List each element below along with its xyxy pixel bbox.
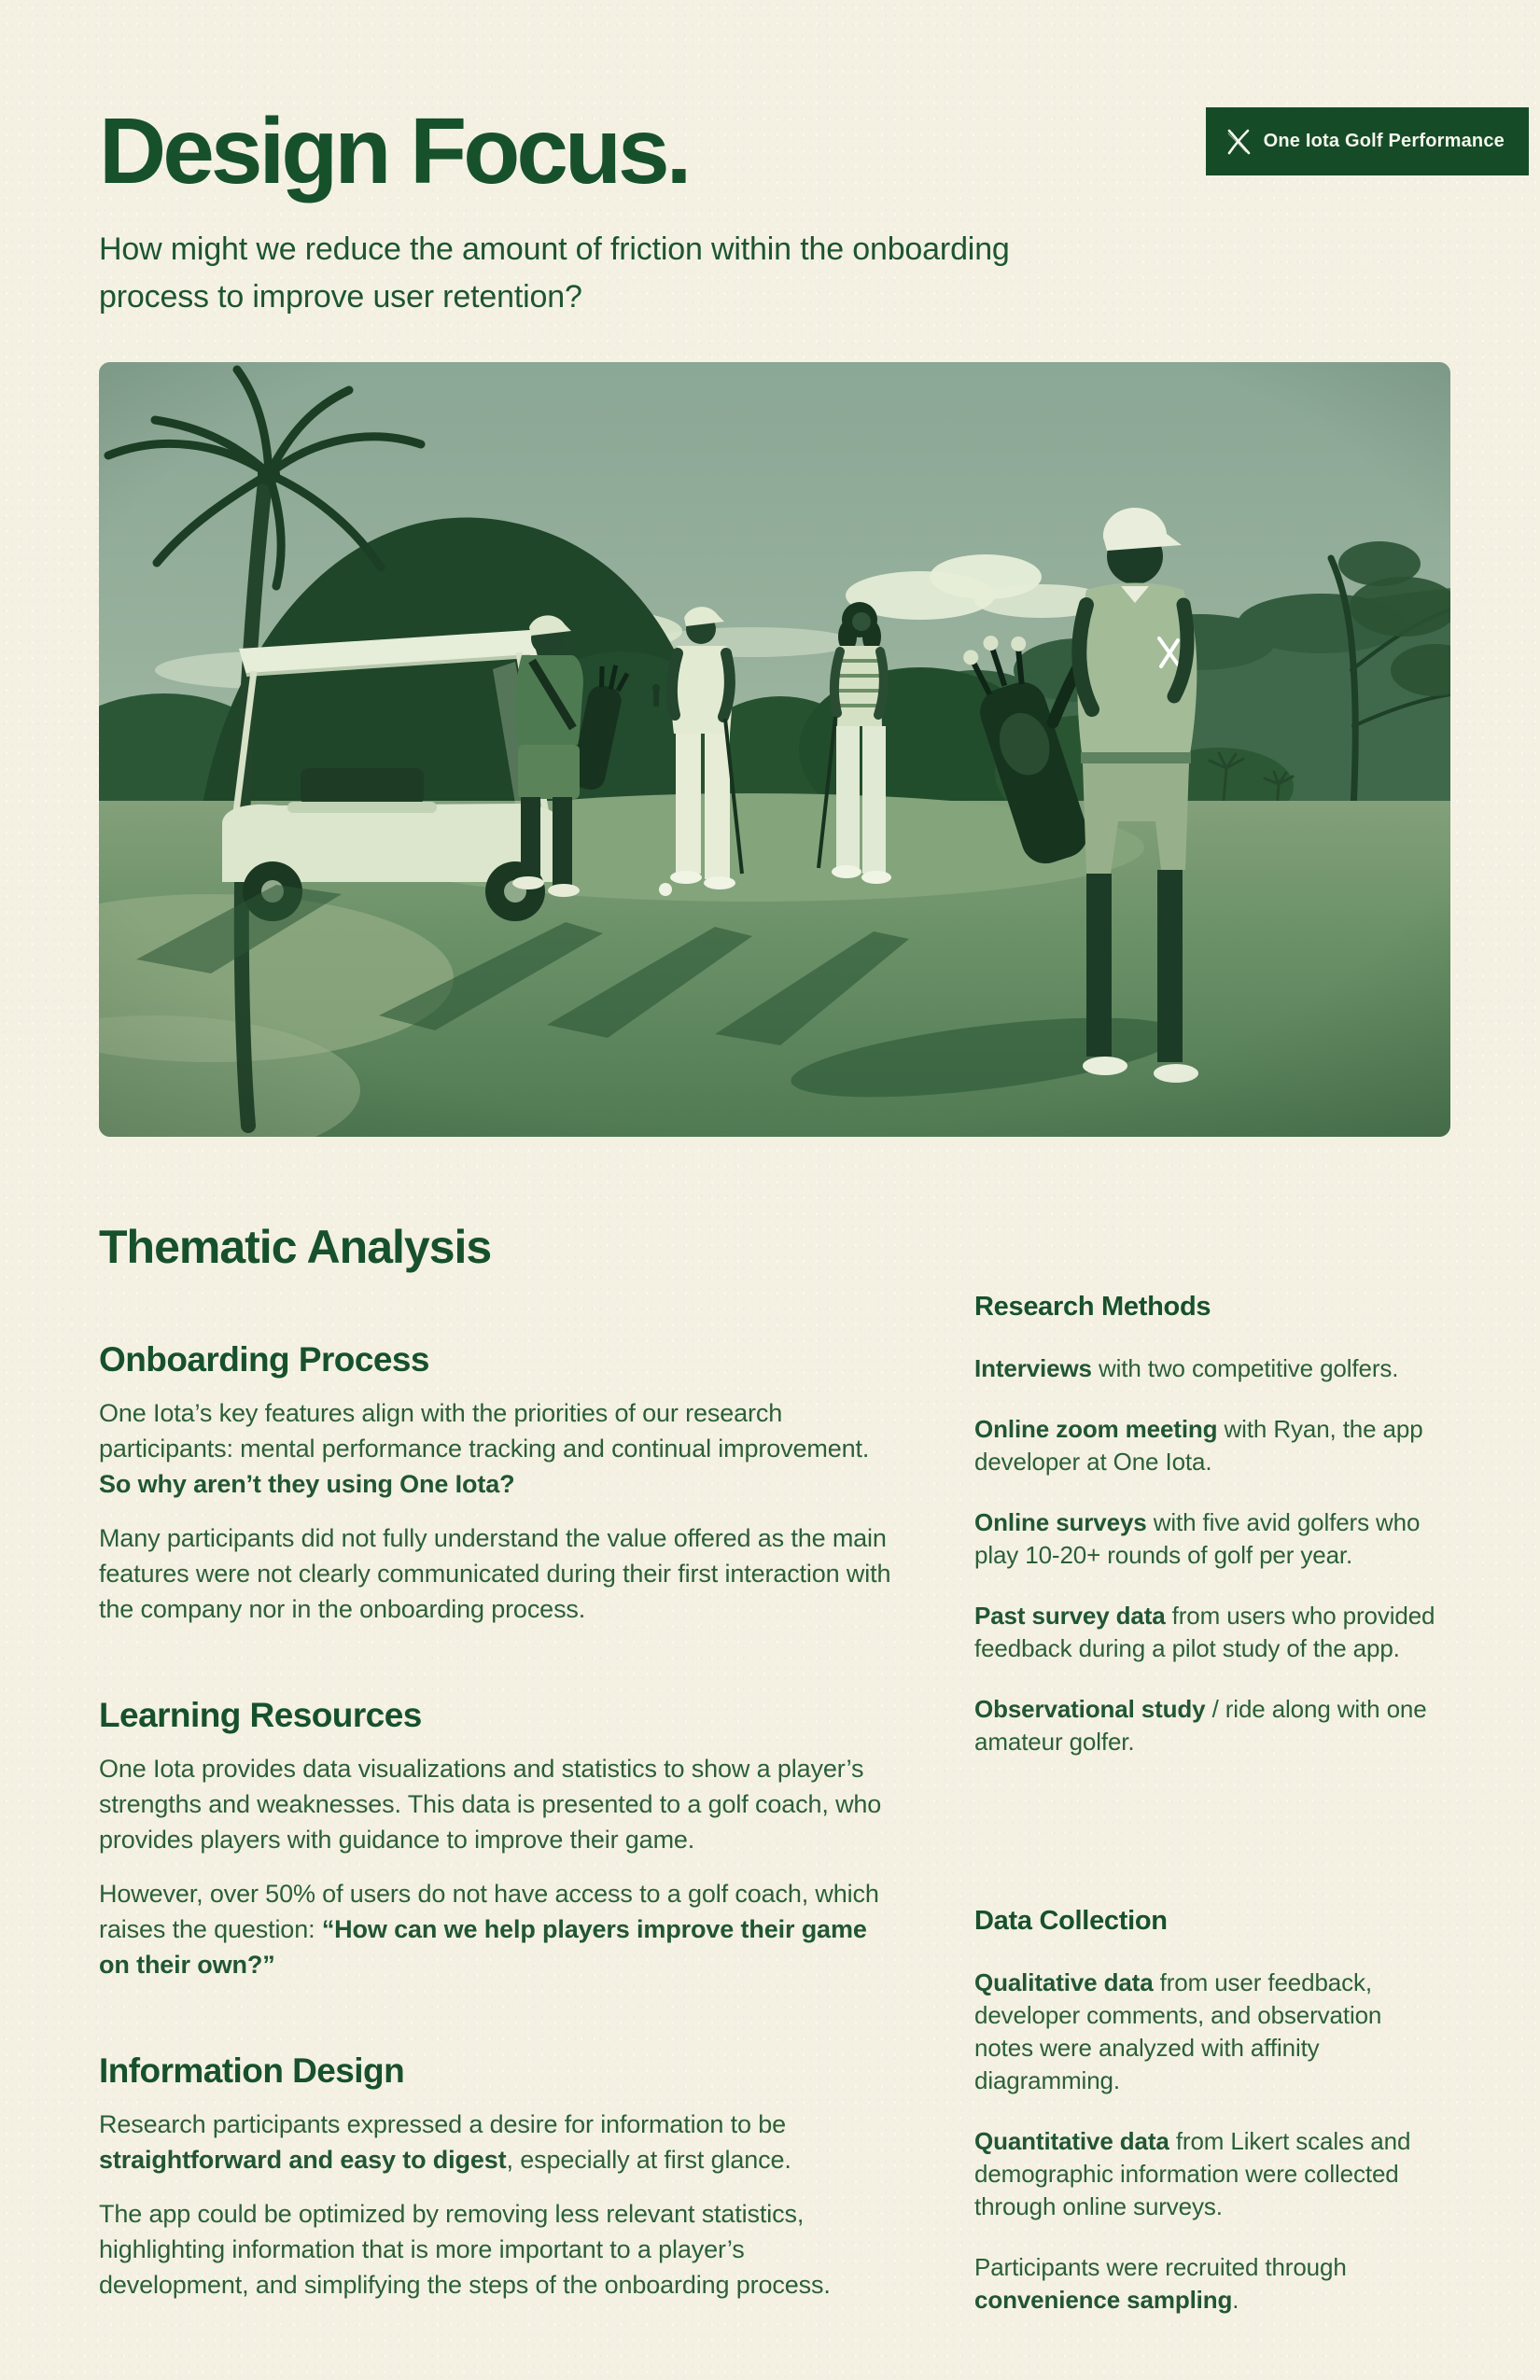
section-paragraph: One Iota’s key features align with the priorities of our research participants: mental performance tracking and continual improvement. So why aren’t they using One Iota? [99, 1399, 870, 1498]
data-collection-item: Qualitative data from user feedback, developer comments, and observation notes were analyzed with affinity diagramming. [974, 1968, 1382, 2094]
brand-badge [1206, 107, 1529, 175]
brand-badge-label: One Iota Golf Performance [1263, 131, 1505, 151]
hero-photo [99, 362, 1450, 1137]
research-method-item: Past survey data from users who provided feedback during a pilot study of the app. [974, 1602, 1435, 1662]
section-paragraph: However, over 50% of users do not have access to a golf coach, which raises the question: “How can we help players improve their game on their own?” [99, 1880, 879, 1979]
section-research-methods [974, 1294, 1441, 1758]
section-paragraph: The app could be optimized by removing less relevant statistics, highlighting information that is more important to a player’s development, and simplifying the steps of the onboarding process. [99, 2200, 831, 2299]
section-heading: Onboarding Process [99, 1340, 429, 1379]
thematic-analysis-heading: Thematic Analysis [99, 1221, 492, 1273]
crossed-golf-clubs-icon [1226, 128, 1252, 156]
section-heading: Data Collection [974, 1906, 1168, 1936]
page-subtitle: How might we reduce the amount of friction within the onboarding process to improve user retention? [99, 231, 1010, 315]
section-heading: Information Design [99, 2051, 405, 2090]
data-collection-item: Participants were recruited through convenience sampling. [974, 2253, 1347, 2314]
research-method-item: Online zoom meeting with Ryan, the app developer at One Iota. [974, 1415, 1423, 1476]
hero-photo-illustration [99, 362, 1450, 1137]
research-method-item: Online surveys with five avid golfers who play 10-20+ rounds of golf per year. [974, 1508, 1421, 1569]
section-information-design [99, 2053, 898, 2303]
page-title: Design Focus. [99, 99, 689, 203]
left-column [99, 1294, 898, 2303]
section-paragraph: One Iota provides data visualizations and statistics to show a player’s strengths and weaknesses. This data is presented to a golf coach, who provides players with guidance to improve their game. [99, 1755, 882, 1854]
research-method-item: Interviews with two competitive golfers. [974, 1354, 1399, 1382]
section-learning-resources [99, 1698, 898, 1982]
section-data-collection [974, 1908, 1441, 2317]
vignette [99, 362, 1450, 1137]
section-paragraph: Research participants expressed a desire for information to be straightforward and easy to digest, especially at first glance. [99, 2110, 791, 2174]
section-paragraph: Many participants did not fully understand the value offered as the main features were not clearly communicated during their first interaction with the company nor in the onboarding process. [99, 1524, 891, 1623]
right-column [974, 1294, 1441, 2317]
section-onboarding-process [99, 1342, 898, 1627]
section-heading: Research Methods [974, 1292, 1211, 1322]
data-collection-item: Quantitative data from Likert scales and demographic information were collected through online surveys. [974, 2127, 1411, 2220]
section-heading: Learning Resources [99, 1696, 422, 1734]
research-method-item: Observational study / ride along with one amateur golfer. [974, 1695, 1427, 1756]
